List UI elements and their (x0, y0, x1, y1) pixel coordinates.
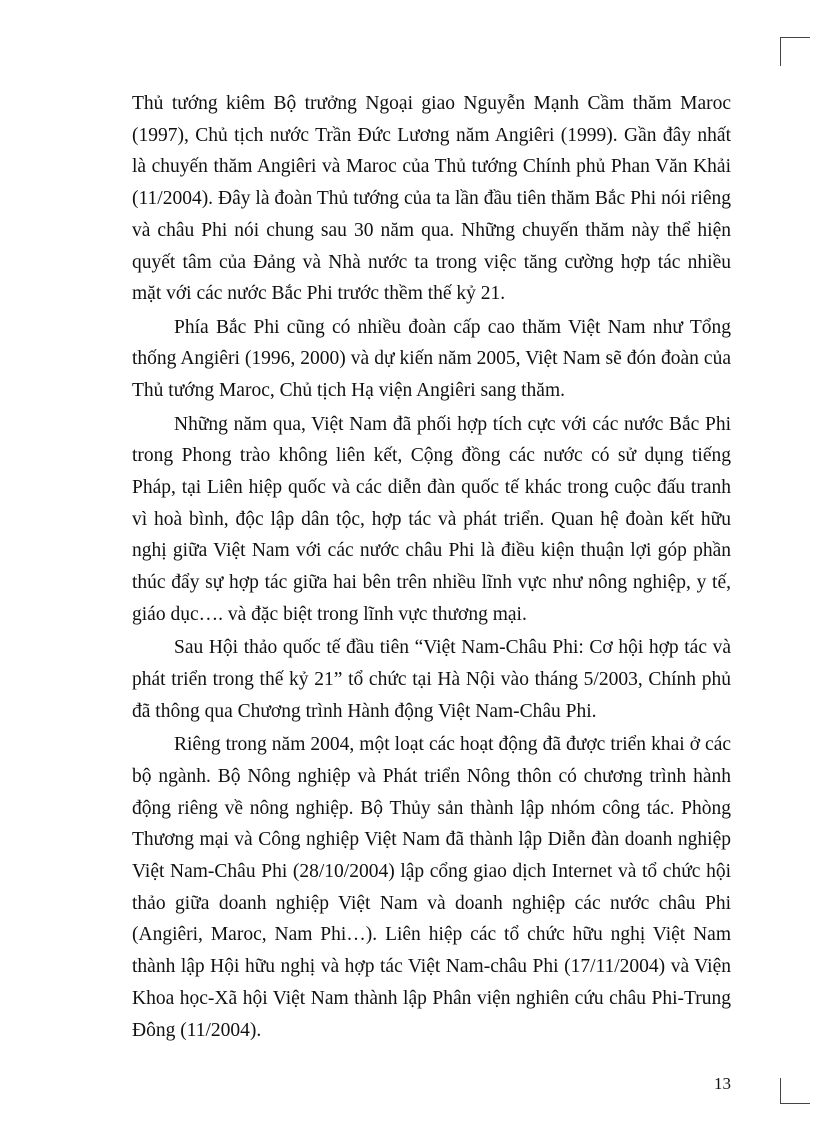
page-border-bottom-right-vertical (780, 1078, 781, 1103)
body-text (132, 88, 731, 1048)
paragraph-5: Riêng trong năm 2004, một loạt các hoạt động đã được triển khai ở các bộ ngành. Bộ Nông nghiệp và Phát triển Nông thôn có chương trình hành động riêng về nông nghiệp. Bộ Thủy sản thành lập nhóm công tác. Phòng Thương mại và Công nghiệp Việt Nam đã thành lập Diễn đàn doanh nghiệp Việt Nam-Châu Phi (28/10/2004) lập cổng giao dịch Internet và tổ chức hội thảo giữa doanh nghiệp Việt Nam và doanh nghiệp các nước châu Phi (Angiêri, Maroc, Nam Phi…). Liên hiệp các tổ chức hữu nghị Việt Nam thành lập Hội hữu nghị và hợp tác Việt Nam-châu Phi (17/11/2004) và Viện Khoa học-Xã hội Việt Nam thành lập Phân viện nghiên cứu châu Phi-Trung Đông (11/2004). (132, 734, 731, 1041)
page-number: 13 (714, 1074, 731, 1093)
paragraph-3: Những năm qua, Việt Nam đã phối hợp tích cực với các nước Bắc Phi trong Phong trào không liên kết, Cộng đồng các nước có sử dụng tiếng Pháp, tại Liên hiệp quốc và các diễn đàn quốc tế khác trong cuộc đấu tranh vì hoà bình, độc lập dân tộc, hợp tác và phát triển. Quan hệ đoàn kết hữu nghị giữa Việt Nam với các nước châu Phi là điều kiện thuận lợi góp phần thúc đẩy sự hợp tác giữa hai bên trên nhiều lĩnh vực như nông nghiệp, y tế, giáo dục…. và đặc biệt trong lĩnh vực thương mại. (132, 413, 731, 625)
page-border-top-right (780, 37, 810, 38)
page-border-bottom-right (780, 1103, 810, 1104)
paragraph-4: Sau Hội thảo quốc tế đầu tiên “Việt Nam-Châu Phi: Cơ hội hợp tác và phát triển trong thế kỷ 21” tổ chức tại Hà Nội vào tháng 5/2003, Chính phủ đã thông qua Chương trình Hành động Việt Nam-Châu Phi. (132, 637, 731, 722)
page-border-top-right-vertical (780, 38, 781, 66)
paragraph-1: Thủ tướng kiêm Bộ trưởng Ngoại giao Nguyễn Mạnh Cầm thăm Maroc (1997), Chủ tịch nước Trần Đức Lương năm Angiêri (1999). Gần đây nhất là chuyến thăm Angiêri và Maroc của Thủ tướng Chính phủ Phan Văn Khải (11/2004). Đây là đoàn Thủ tướng của ta lần đầu tiên thăm Bắc Phi nói riêng và châu Phi nói chung sau 30 năm qua. Những chuyến thăm này thể hiện quyết tâm của Đảng và Nhà nước ta trong việc tăng cường hợp tác nhiều mặt với các nước Bắc Phi trước thềm thế kỷ 21. (132, 93, 731, 305)
paragraph-2: Phía Bắc Phi cũng có nhiều đoàn cấp cao thăm Việt Nam như Tổng thống Angiêri (1996, 2000) và dự kiến năm 2005, Việt Nam sẽ đón đoàn của Thủ tướng Maroc, Chủ tịch Hạ viện Angiêri sang thăm. (132, 316, 731, 402)
